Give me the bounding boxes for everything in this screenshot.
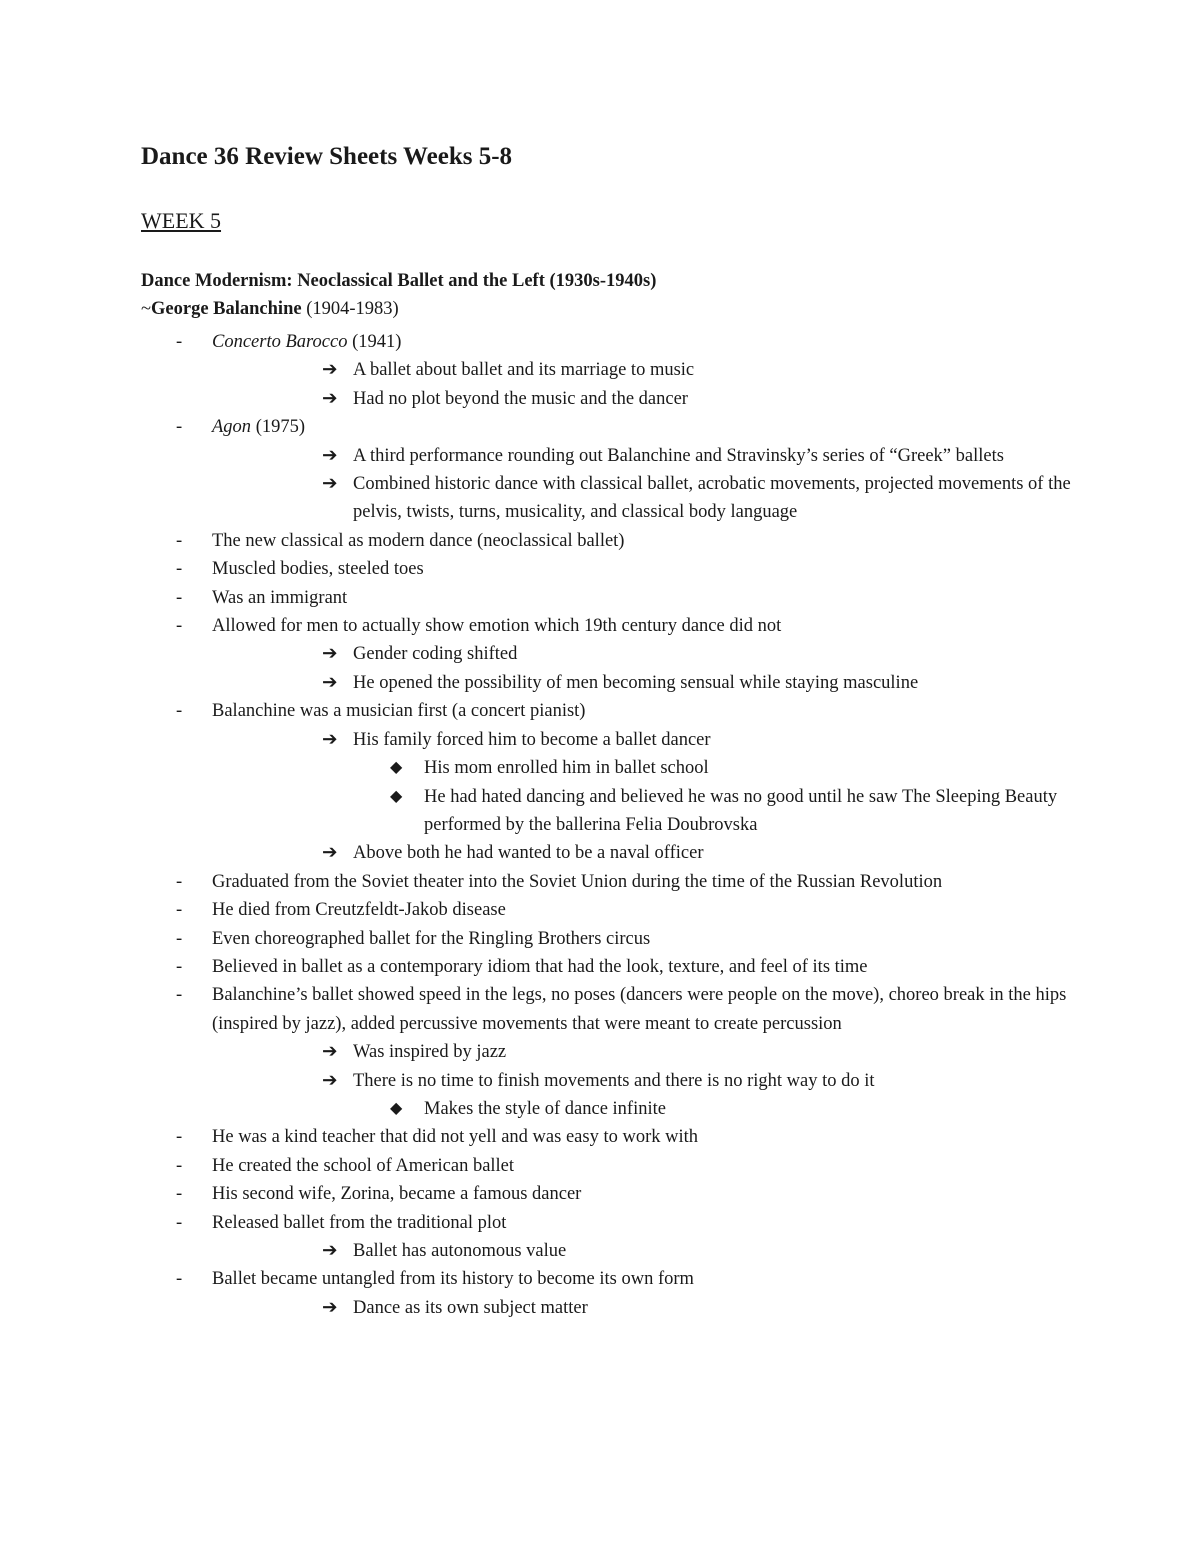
outline-item-text: The new classical as modern dance (neoclassical ballet) (212, 530, 625, 551)
dash-bullet: - (176, 332, 183, 352)
outline-item-text: Balanchine’s ballet showed speed in the legs, no poses (dancers were people on the move), choreo break in the hips (inspired by jazz), added percussive movements that were meant to create percussion (212, 985, 1067, 1034)
outline-item-level-2 (0, 640, 1200, 668)
outline-item-text: Released ballet from the traditional plot (212, 1212, 507, 1233)
outline-item-level-1 (0, 527, 1200, 555)
arrow-icon: ➔ (322, 1297, 338, 1318)
outline-item-level-2 (0, 1067, 1200, 1095)
outline-item-text: Believed in ballet as a contemporary idiom that had the look, texture, and feel of its time (212, 956, 868, 977)
subject-years: (1904-1983) (301, 299, 399, 319)
arrow-icon: ➔ (322, 474, 338, 495)
arrow-icon: ➔ (322, 672, 338, 693)
outline-item-level-1 (0, 555, 1200, 583)
outline-item-text: Dance as its own subject matter (353, 1297, 588, 1318)
outline-item-text: Allowed for men to actually show emotion which 19th century dance did not (212, 616, 782, 637)
work-title: Concerto Barocco (212, 332, 348, 352)
outline-item-level-1 (0, 1123, 1200, 1151)
work-title: Agon (212, 417, 252, 438)
subject-prefix: ~ (141, 299, 152, 319)
dash-bullet: - (176, 1184, 183, 1205)
outline-item-text: Ballet became untangled from its history to become its own form (212, 1269, 694, 1290)
dash-bullet: - (176, 417, 183, 438)
dash-bullet: - (176, 928, 183, 949)
dash-bullet: - (176, 1127, 183, 1148)
outline-item-text (212, 328, 1072, 356)
work-year: (1975) (251, 417, 306, 438)
outline-item-text: Ballet has autonomous value (353, 1241, 567, 1261)
outline-item-level-1 (0, 896, 1200, 924)
outline-item-text: There is no time to finish movements and there is no right way to do it (353, 1070, 875, 1091)
outline-item-text: Graduated from the Soviet theater into the Soviet Union during the time of the Russian Revolution (212, 871, 943, 892)
outline-item-text: His mom enrolled him in ballet school (424, 758, 709, 779)
outline-item-level-2 (0, 726, 1200, 754)
outline-item-text: Gender coding shifted (353, 644, 518, 665)
outline-item-level-2 (0, 470, 1200, 527)
outline-item-level-1 (0, 925, 1200, 953)
outline-item-level-1 (0, 328, 1200, 356)
outline-item-level-2 (0, 669, 1200, 697)
dash-bullet: - (176, 871, 183, 892)
arrow-icon: ➔ (322, 445, 338, 466)
arrow-icon: ➔ (322, 644, 338, 665)
outline-item-level-1 (0, 612, 1200, 640)
dash-bullet: - (176, 587, 183, 608)
dash-bullet: - (176, 985, 183, 1006)
outline-item-level-2 (0, 442, 1200, 470)
outline-item-level-2 (0, 839, 1200, 867)
arrow-icon: ➔ (322, 388, 338, 409)
outline-item-level-2 (0, 1038, 1200, 1066)
notes-outline (0, 328, 1200, 1322)
arrow-icon: ➔ (322, 843, 338, 864)
outline-item-text (212, 413, 1072, 441)
arrow-icon: ➔ (322, 1042, 338, 1063)
outline-item-text: A ballet about ballet and its marriage to music (353, 360, 695, 381)
outline-item-text: His second wife, Zorina, became a famous dancer (212, 1184, 582, 1205)
dash-bullet: - (176, 1212, 183, 1233)
week-heading: WEEK 5 (141, 208, 222, 233)
dash-bullet: - (176, 1155, 183, 1176)
outline-item-text: Above both he had wanted to be a naval officer (353, 843, 704, 864)
outline-item-level-2 (0, 1237, 1200, 1265)
outline-item-text: He had hated dancing and believed he was no good until he saw The Sleeping Beauty performed by the ballerina Felia Doubrovska (424, 786, 1058, 835)
outline-item-text: Even choreographed ballet for the Ringling Brothers circus (212, 928, 651, 949)
dash-bullet: - (176, 956, 183, 977)
diamond-icon: ◆ (390, 1099, 403, 1117)
outline-item-text: Makes the style of dance infinite (424, 1098, 666, 1119)
arrow-icon: ➔ (322, 360, 338, 381)
dash-bullet: - (176, 559, 183, 580)
outline-item-text: A third performance rounding out Balanchine and Stravinsky’s series of “Greek” ballets (353, 445, 1004, 466)
outline-item-level-1 (0, 1180, 1200, 1208)
subject-heading (141, 299, 399, 320)
outline-item-level-3 (0, 754, 1200, 782)
outline-item-text: He opened the possibility of men becoming sensual while staying masculine (353, 672, 919, 693)
outline-item-level-1 (0, 953, 1200, 981)
diamond-icon: ◆ (390, 759, 403, 777)
arrow-icon: ➔ (322, 1241, 338, 1261)
outline-item-level-3 (0, 1095, 1200, 1123)
document-title: Dance 36 Review Sheets Weeks 5-8 (141, 143, 513, 170)
section-heading: Dance Modernism: Neoclassical Ballet and the Left (1930s-1940s) (141, 271, 657, 291)
outline-item-level-1 (0, 584, 1200, 612)
work-year: (1941) (347, 332, 402, 352)
dash-bullet: - (176, 900, 183, 921)
outline-item-text: Balanchine was a musician first (a concert pianist) (212, 701, 586, 722)
outline-item-level-2 (0, 356, 1200, 384)
outline-item-level-3 (0, 783, 1200, 840)
outline-item-level-1 (0, 697, 1200, 725)
dash-bullet: - (176, 701, 183, 722)
outline-item-text: Was an immigrant (212, 587, 348, 608)
outline-item-text: Muscled bodies, steeled toes (212, 559, 424, 580)
diamond-icon: ◆ (390, 787, 403, 805)
subject-name: George Balanchine (151, 299, 302, 319)
outline-item-level-1 (0, 413, 1200, 441)
outline-item-level-2 (0, 385, 1200, 413)
outline-item-level-1 (0, 1209, 1200, 1237)
outline-item-level-2 (0, 1294, 1200, 1322)
outline-item-text: Combined historic dance with classical ballet, acrobatic movements, projected movements of the pelvis, twists, turns, musicality, and classical body language (353, 474, 1071, 523)
outline-item-level-1 (0, 981, 1200, 1038)
dash-bullet: - (176, 530, 183, 551)
outline-item-level-1 (0, 868, 1200, 896)
outline-item-level-1 (0, 1265, 1200, 1293)
arrow-icon: ➔ (322, 1070, 338, 1091)
outline-item-text: He created the school of American ballet (212, 1155, 515, 1176)
outline-item-level-1 (0, 1152, 1200, 1180)
outline-item-text: His family forced him to become a ballet dancer (353, 729, 711, 750)
dash-bullet: - (176, 616, 183, 637)
outline-item-text: He was a kind teacher that did not yell and was easy to work with (212, 1127, 699, 1148)
outline-item-text: Had no plot beyond the music and the dancer (353, 388, 688, 409)
outline-item-text: He died from Creutzfeldt-Jakob disease (212, 900, 506, 921)
arrow-icon: ➔ (322, 729, 338, 750)
dash-bullet: - (176, 1269, 183, 1290)
outline-item-text: Was inspired by jazz (353, 1042, 507, 1063)
